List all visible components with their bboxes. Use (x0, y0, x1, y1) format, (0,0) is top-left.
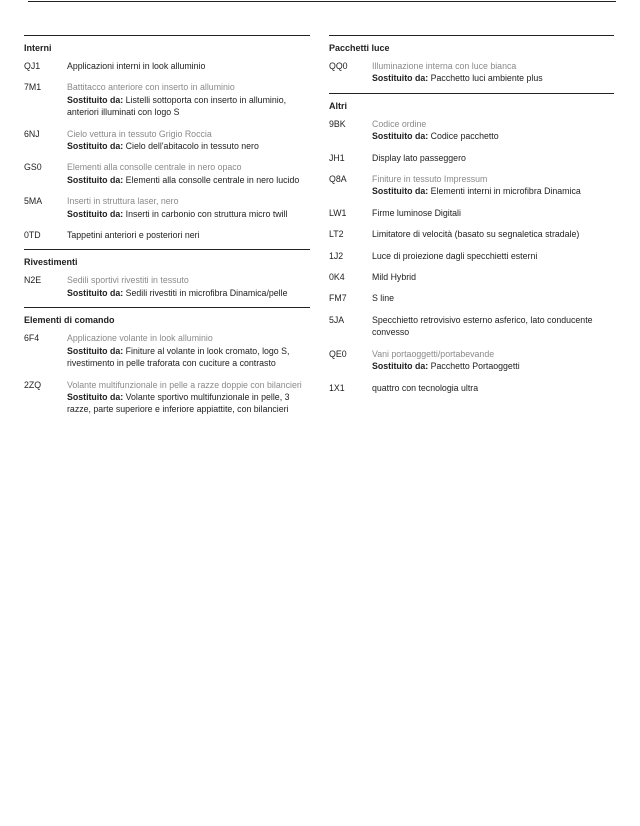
replaced-option-text: Codice ordine (372, 118, 427, 129)
replacement-line (67, 391, 310, 416)
option-row (24, 161, 310, 186)
section-title: Interni (24, 43, 52, 53)
option-text: Limitatore di velocità (basato su segnaletica stradale) (372, 229, 580, 240)
option-description (372, 60, 614, 85)
option-description (372, 382, 614, 394)
option-description (67, 195, 310, 220)
option-text: quattro con tecnologia ultra (372, 382, 479, 393)
replacement-label: Sostituito da: (67, 174, 124, 185)
option-code: QJ1 (24, 61, 41, 71)
option-row (24, 274, 310, 299)
replacement-text: Cielo dell'abitacolo in tessuto nero (125, 141, 259, 152)
option-text: Luce di proiezione dagli specchietti esterni (372, 250, 538, 261)
replacement-line (67, 345, 310, 370)
option-description (67, 379, 310, 416)
option-row (329, 207, 614, 219)
replacement-line (372, 360, 614, 372)
replacement-label: Sostituito da: (372, 131, 429, 142)
replacement-text: Listelli sottoporta con inserto in alluminio, anteriori illuminati con logo S (67, 94, 287, 118)
section (329, 35, 614, 85)
option-code: 5JA (329, 314, 345, 325)
replaced-option-text: Finiture in tessuto Impressum (372, 174, 488, 185)
replacement-label: Sostituito da: (67, 94, 124, 105)
option-row (329, 60, 614, 85)
option-row (329, 314, 614, 339)
section (24, 307, 310, 415)
option-code: Q8A (329, 174, 347, 185)
option-row (329, 118, 614, 143)
option-text: S line (372, 293, 395, 304)
top-divider (28, 1, 616, 2)
replacement-text: Pacchetto Portaoggetti (430, 361, 520, 372)
replacement-label: Sostituito da: (372, 73, 429, 84)
section (24, 249, 310, 299)
option-code: FM7 (329, 293, 347, 304)
option-description (372, 250, 614, 262)
option-code: 0K4 (329, 272, 345, 283)
replacement-label: Sostituito da: (372, 186, 429, 197)
replaced-option-text: Applicazione volante in look alluminio (67, 333, 213, 344)
replaced-option-text: Vani portaoggetti/portabevande (372, 348, 495, 359)
option-row (329, 152, 614, 164)
replacement-line (67, 174, 310, 186)
option-code: 6NJ (24, 128, 40, 139)
option-description (372, 173, 614, 198)
section-title: Elementi di comando (24, 315, 115, 326)
option-description (372, 118, 614, 143)
replaced-option-text: Illuminazione interna con luce bianca (372, 61, 517, 71)
option-text: Display lato passeggero (372, 152, 466, 163)
option-row (329, 271, 614, 283)
replacement-label: Sostituito da: (67, 391, 124, 402)
option-description (372, 314, 614, 339)
option-code: 1J2 (329, 250, 344, 261)
replacement-text: Volante sportivo multifunzionale in pelle, 3 razze, parte superiore e inferiore appiattite, con bilancieri (67, 391, 290, 415)
section-title: Altri (329, 100, 347, 111)
option-description (372, 348, 614, 373)
replacement-line (372, 185, 614, 197)
replaced-option-text: Volante multifunzionale in pelle a razze doppie con bilancieri (67, 379, 302, 390)
option-code: N2E (24, 275, 42, 286)
option-description (67, 60, 310, 72)
option-code: 0TD (24, 230, 41, 241)
option-code: LT2 (329, 229, 344, 240)
option-text: Firme luminose Digitali (372, 207, 461, 218)
option-row (24, 128, 310, 153)
option-row (329, 382, 614, 394)
option-description (372, 152, 614, 164)
option-row (24, 332, 310, 369)
option-code: GS0 (24, 162, 42, 173)
option-code: 7M1 (24, 82, 42, 93)
replacement-label: Sostituito da: (67, 345, 124, 356)
option-description (372, 228, 614, 240)
replacement-text: Elementi interni in microfibra Dinamica (430, 186, 581, 197)
replacement-line (67, 94, 310, 119)
option-row (329, 228, 614, 240)
left-column (24, 35, 310, 424)
replaced-option-text: Battitacco anteriore con inserto in alluminio (67, 82, 235, 93)
option-row (329, 292, 614, 304)
replacement-line (372, 130, 614, 142)
replacement-label: Sostituito da: (372, 361, 429, 372)
option-text: Tappetini anteriori e posteriori neri (67, 230, 200, 241)
replacement-text: Elementi alla consolle centrale in nero lucido (125, 174, 300, 185)
replacement-line (67, 140, 310, 152)
option-row (329, 250, 614, 262)
section (329, 93, 614, 394)
replacement-label: Sostituito da: (67, 287, 124, 298)
replacement-text: Inserti in carbonio con struttura micro twill (125, 208, 288, 219)
option-description (67, 229, 310, 241)
replacement-text: Sedili rivestiti in microfibra Dinamica/pelle (125, 287, 288, 298)
option-code: 9BK (329, 118, 346, 129)
option-code: LW1 (329, 207, 347, 218)
option-code: 2ZQ (24, 379, 42, 390)
replaced-option-text: Sedili sportivi rivestiti in tessuto (67, 275, 189, 286)
option-row (24, 229, 310, 241)
option-code: 6F4 (24, 333, 40, 344)
option-description (372, 271, 614, 283)
replacement-label: Sostituito da: (67, 141, 124, 152)
option-row (24, 81, 310, 118)
section-title: Rivestimenti (24, 257, 78, 268)
option-text: Mild Hybrid (372, 272, 416, 283)
replacement-line (67, 208, 310, 220)
replacement-label: Sostituito da: (67, 208, 124, 219)
option-text: Specchietto retrovisivo esterno asferico, lato conducente convesso (372, 314, 593, 338)
section-title: Pacchetti luce (329, 43, 390, 53)
option-description (67, 161, 310, 186)
option-description (67, 274, 310, 299)
right-column (329, 35, 614, 402)
option-description (67, 81, 310, 118)
replaced-option-text: Inserti in struttura laser, nero (67, 196, 179, 207)
replaced-option-text: Cielo vettura in tessuto Grigio Roccia (67, 128, 212, 139)
option-description (372, 292, 614, 304)
replacement-line (372, 72, 614, 84)
replacement-text: Codice pacchetto (430, 131, 499, 142)
replaced-option-text: Elementi alla consolle centrale in nero opaco (67, 162, 242, 173)
option-code: 5MA (24, 196, 43, 207)
option-row (24, 379, 310, 416)
option-row (24, 195, 310, 220)
option-code: JH1 (329, 152, 345, 163)
option-description (67, 332, 310, 369)
replacement-text: Finiture al volante in look cromato, logo S, rivestimento in pelle traforata con cuciture a contrasto (67, 345, 290, 369)
option-code: QQ0 (329, 61, 348, 71)
replacement-text: Pacchetto luci ambiente plus (430, 73, 543, 84)
option-row (24, 60, 310, 72)
section (24, 35, 310, 241)
option-description (372, 207, 614, 219)
option-row (329, 173, 614, 198)
option-row (329, 348, 614, 373)
replacement-line (67, 287, 310, 299)
option-code: 1X1 (329, 382, 345, 393)
option-text: Applicazioni interni in look alluminio (67, 61, 206, 71)
option-code: QE0 (329, 348, 347, 359)
option-description (67, 128, 310, 153)
